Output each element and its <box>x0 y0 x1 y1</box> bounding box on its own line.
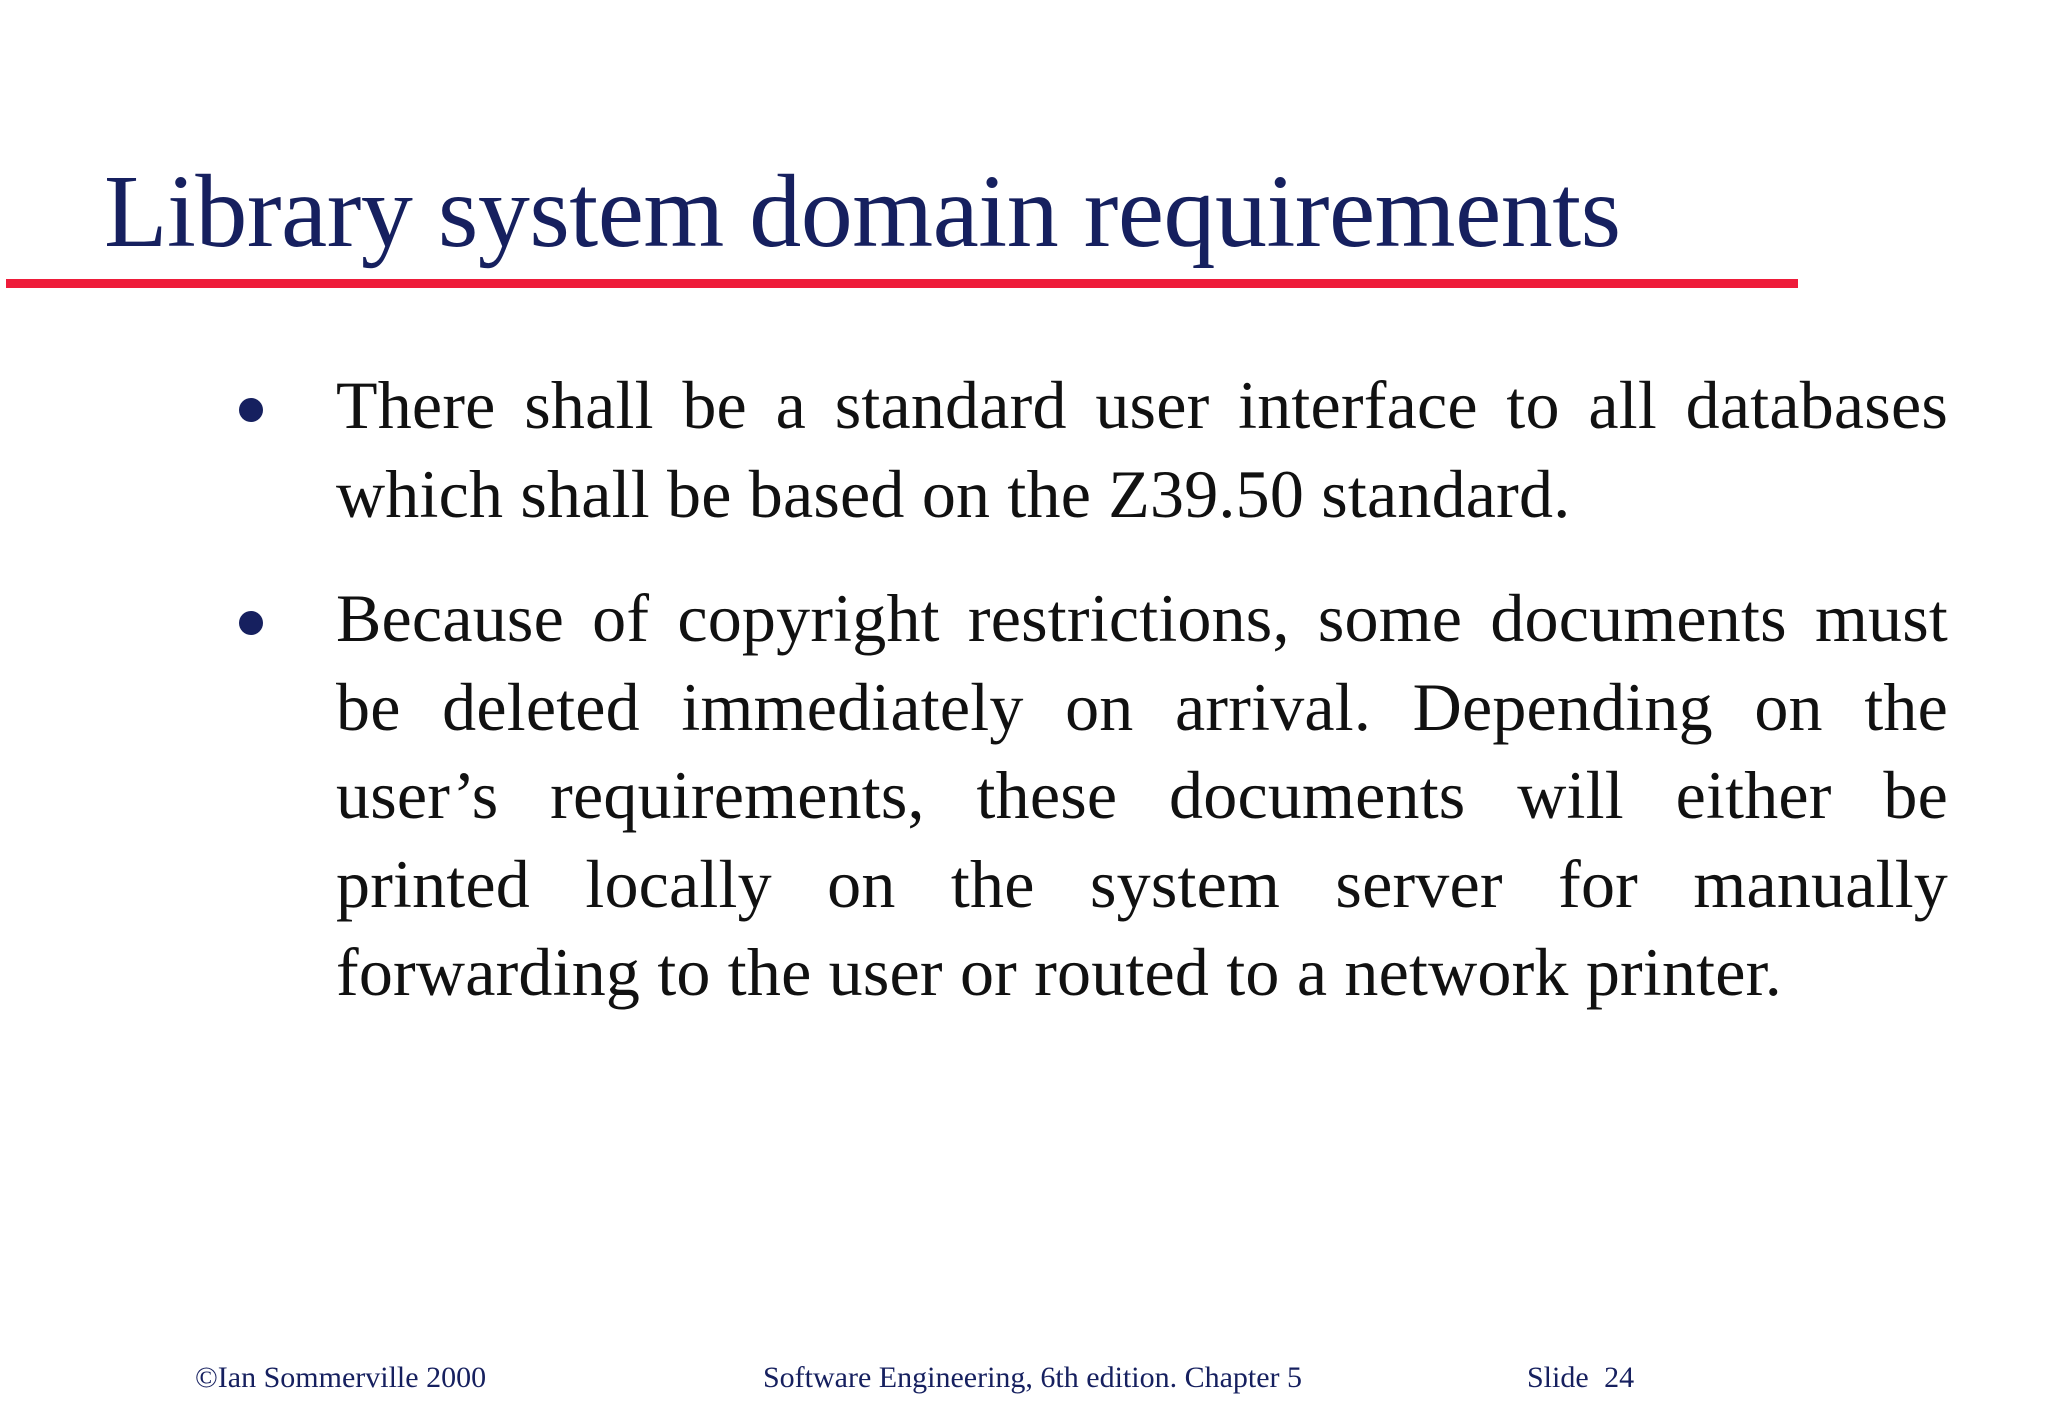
bullet-dot-icon <box>239 398 263 422</box>
bullet-item <box>336 361 1948 538</box>
bullet-text: Because of copyright restrictions, some documents must be deleted immediately on arrival. Depending on the user’s requirements, these documents will either be printed locally on the system server for manually forwarding to the user or routed to a network printer. <box>336 580 1948 1010</box>
slide-title: Library system domain requirements <box>104 154 1621 269</box>
bullet-item <box>336 574 1948 1017</box>
bullet-dot-icon <box>239 611 263 635</box>
bullet-text: There shall be a standard user interface to all databases which shall be based on the Z39.50 standard. <box>336 367 1948 532</box>
footer-copyright: ©Ian Sommerville 2000 <box>195 1361 487 1394</box>
footer-slide-number: Slide 24 <box>1527 1361 1635 1394</box>
footer-book-title: Software Engineering, 6th edition. Chapter 5 <box>763 1361 1303 1394</box>
